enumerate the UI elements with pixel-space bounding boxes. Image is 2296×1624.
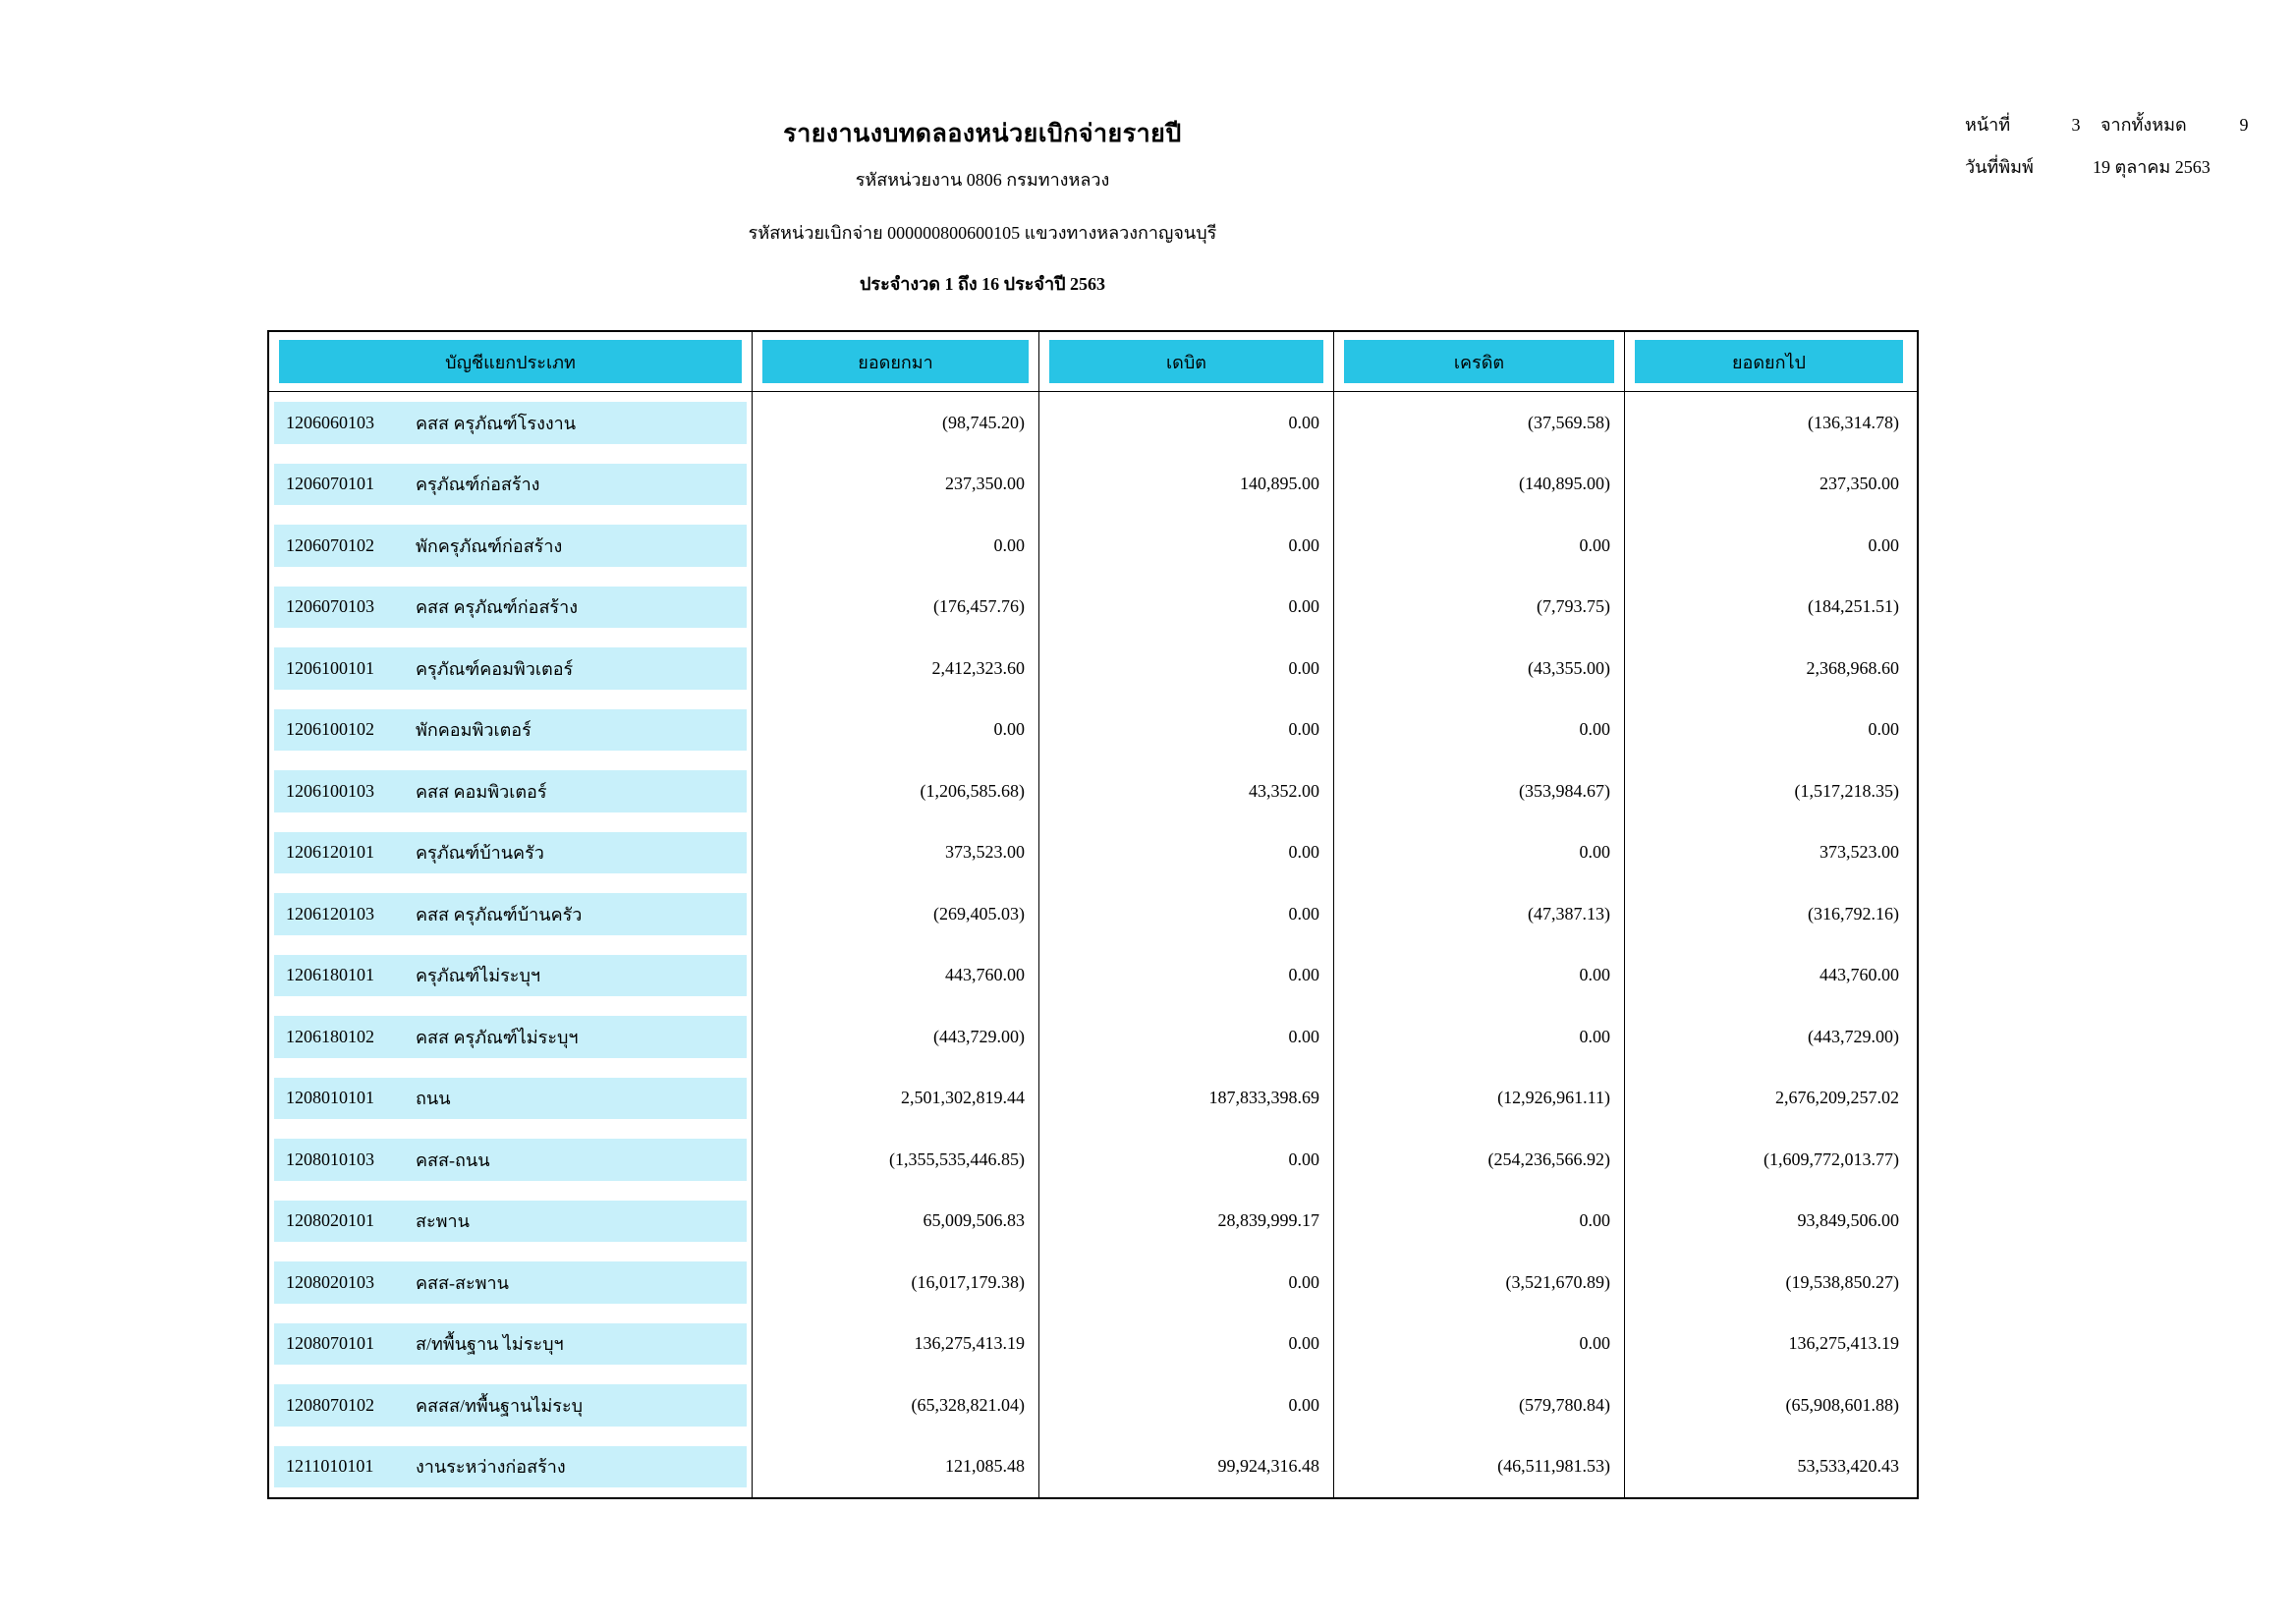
table-row [269, 1436, 1917, 1498]
total-pages: 9 [2239, 115, 2249, 135]
table-row [269, 883, 1917, 945]
account-cell [269, 577, 753, 639]
column-header-label: เครดิต [1344, 340, 1614, 383]
account-code: 1208010103 [286, 1148, 374, 1169]
closing-balance-amount: 0.00 [1868, 719, 1899, 740]
account-code: 1208070101 [286, 1333, 374, 1354]
page-number-label: หน้าที่ [1965, 115, 2011, 135]
opening-balance-amount: 65,009,506.83 [753, 1191, 1039, 1253]
closing-balance-amount: 2,676,209,257.02 [1775, 1088, 1899, 1108]
credit-amount: 0.00 [1334, 1006, 1625, 1068]
opening-balance-amount: (269,405.03) [753, 883, 1039, 945]
account-band [274, 1201, 747, 1243]
credit-amount: (353,984.67) [1334, 760, 1625, 822]
disbursement-unit-line: รหัสหน่วยเบิกจ่าย 000000800600105 แขวงทางหลวงกาญจนบุรี [748, 223, 1217, 243]
account-code: 1208010101 [286, 1088, 374, 1108]
account-cell [269, 1252, 753, 1314]
opening-balance-amount: (98,745.20) [753, 392, 1039, 454]
closing-balance-amount: 93,849,506.00 [1797, 1210, 1899, 1231]
account-code: 1208070102 [286, 1394, 374, 1415]
account-code: 1211010101 [286, 1456, 374, 1477]
account-name: สะพาน [416, 1211, 470, 1232]
table-row [269, 1068, 1917, 1130]
account-name: คสส ครุภัณฑ์ก่อสร้าง [416, 597, 578, 618]
account-name: งานระหว่างก่อสร้าง [416, 1457, 566, 1478]
table-row [269, 1191, 1917, 1253]
account-band [274, 1016, 747, 1058]
table-body [269, 392, 1917, 1497]
account-band [274, 464, 747, 506]
opening-balance-amount: 237,350.00 [753, 454, 1039, 516]
table-row [269, 1252, 1917, 1314]
account-band [274, 1323, 747, 1366]
account-cell [269, 945, 753, 1007]
account-code: 1206180101 [286, 965, 374, 985]
closing-balance-amount: 0.00 [1868, 534, 1899, 555]
opening-balance-amount: 2,412,323.60 [753, 638, 1039, 700]
debit-amount: 0.00 [1039, 822, 1334, 884]
account-code: 1206100103 [286, 780, 374, 801]
account-cell [269, 822, 753, 884]
column-header-label: ยอดยกมา [762, 340, 1029, 383]
column-header-label: บัญชีแยกประเภท [279, 340, 742, 383]
account-name: ครุภัณฑ์ก่อสร้าง [416, 475, 540, 495]
account-cell [269, 1006, 753, 1068]
debit-amount: 0.00 [1039, 700, 1334, 761]
debit-amount: 0.00 [1039, 1252, 1334, 1314]
closing-balance-amount: (19,538,850.27) [1785, 1271, 1899, 1292]
account-band [274, 587, 747, 629]
credit-amount: 0.00 [1334, 822, 1625, 884]
account-name: ครุภัณฑ์ไม่ระบุฯ [416, 966, 541, 986]
debit-amount: 0.00 [1039, 392, 1334, 454]
column-header-opening-balance [753, 332, 1039, 391]
account-cell [269, 515, 753, 577]
column-header-account [269, 332, 753, 391]
column-header-debit [1039, 332, 1334, 391]
account-code: 1206120103 [286, 903, 374, 924]
table-row [269, 822, 1917, 884]
account-cell [269, 638, 753, 700]
account-cell [269, 1314, 753, 1375]
opening-balance-amount: 121,085.48 [753, 1436, 1039, 1498]
account-name: คสส ครุภัณฑ์ไม่ระบุฯ [416, 1027, 579, 1047]
account-name: ครุภัณฑ์บ้านครัว [416, 843, 544, 864]
credit-amount: (47,387.13) [1334, 883, 1625, 945]
closing-balance-amount: 443,760.00 [1820, 965, 1899, 985]
total-pages-label: จากทั้งหมด [2100, 115, 2187, 135]
account-name: คสส-สะพาน [416, 1272, 509, 1293]
table-row [269, 700, 1917, 761]
credit-amount: (3,521,670.89) [1334, 1252, 1625, 1314]
debit-amount: 99,924,316.48 [1039, 1436, 1334, 1498]
print-date: 19 ตุลาคม 2563 [2093, 157, 2211, 177]
page-title: รายงานงบทดลองหน่วยเบิกจ่ายรายปี [783, 121, 1182, 147]
account-cell [269, 1129, 753, 1191]
table-row [269, 577, 1917, 639]
credit-amount: (254,236,566.92) [1334, 1129, 1625, 1191]
closing-balance-amount: 237,350.00 [1820, 474, 1899, 494]
account-band [274, 709, 747, 752]
account-band [274, 893, 747, 935]
account-cell [269, 760, 753, 822]
account-code: 1206100101 [286, 657, 374, 678]
column-header-credit [1334, 332, 1625, 391]
credit-amount: 0.00 [1334, 700, 1625, 761]
debit-amount: 0.00 [1039, 577, 1334, 639]
opening-balance-amount: (16,017,179.38) [753, 1252, 1039, 1314]
account-cell [269, 883, 753, 945]
print-date-label: วันที่พิมพ์ [1965, 157, 2034, 177]
debit-amount: 0.00 [1039, 1006, 1334, 1068]
account-name: คสส ครุภัณฑ์โรงงาน [416, 413, 577, 433]
column-header-label: เดบิต [1049, 340, 1323, 383]
account-code: 1206070103 [286, 596, 374, 617]
account-band [274, 1261, 747, 1304]
opening-balance-amount: 373,523.00 [753, 822, 1039, 884]
closing-balance-amount: (184,251.51) [1808, 596, 1899, 617]
page-number-row [1965, 110, 2279, 139]
account-band [274, 1078, 747, 1120]
table-row [269, 1129, 1917, 1191]
closing-balance-amount: (65,908,601.88) [1785, 1394, 1899, 1415]
credit-amount: (579,780.84) [1334, 1374, 1625, 1436]
table-row [269, 1314, 1917, 1375]
closing-balance-amount: (1,609,772,013.77) [1764, 1148, 1899, 1169]
opening-balance-amount: (65,328,821.04) [753, 1374, 1039, 1436]
agency-code-line: รหัสหน่วยงาน 0806 กรมทางหลวง [855, 170, 1110, 190]
opening-balance-amount: 136,275,413.19 [753, 1314, 1039, 1375]
credit-amount: (7,793.75) [1334, 577, 1625, 639]
debit-amount: 187,833,398.69 [1039, 1068, 1334, 1130]
account-cell [269, 700, 753, 761]
account-name: พักคอมพิวเตอร์ [416, 720, 532, 741]
debit-amount: 0.00 [1039, 1374, 1334, 1436]
closing-balance-amount: (316,792.16) [1808, 903, 1899, 924]
opening-balance-amount: (443,729.00) [753, 1006, 1039, 1068]
closing-balance-amount: 53,533,420.43 [1797, 1456, 1899, 1477]
account-cell [269, 1068, 753, 1130]
closing-balance-amount: 136,275,413.19 [1788, 1333, 1899, 1354]
column-header-closing-balance [1625, 332, 1913, 391]
page-number: 3 [2071, 115, 2081, 135]
account-band [274, 1384, 747, 1427]
account-cell [269, 1436, 753, 1498]
opening-balance-amount: 0.00 [753, 515, 1039, 577]
account-cell [269, 392, 753, 454]
account-band [274, 1446, 747, 1488]
account-code: 1208020101 [286, 1210, 374, 1231]
table-row [269, 945, 1917, 1007]
closing-balance-amount: (443,729.00) [1808, 1026, 1899, 1046]
account-band [274, 1139, 747, 1181]
opening-balance-amount: (1,206,585.68) [753, 760, 1039, 822]
account-band [274, 770, 747, 812]
credit-amount: 0.00 [1334, 515, 1625, 577]
page-info-block [1965, 110, 2279, 181]
account-name: ครุภัณฑ์คอมพิวเตอร์ [416, 658, 574, 679]
account-code: 1206180102 [286, 1026, 374, 1046]
debit-amount: 28,839,999.17 [1039, 1191, 1334, 1253]
debit-amount: 0.00 [1039, 883, 1334, 945]
account-band [274, 955, 747, 997]
debit-amount: 140,895.00 [1039, 454, 1334, 516]
debit-amount: 0.00 [1039, 515, 1334, 577]
closing-balance-amount: (1,517,218.35) [1794, 780, 1899, 801]
table-row [269, 1006, 1917, 1068]
account-name: ส/ทพื้นฐาน ไม่ระบุฯ [416, 1334, 564, 1355]
opening-balance-amount: 0.00 [753, 700, 1039, 761]
account-code: 1206070101 [286, 474, 374, 494]
debit-amount: 0.00 [1039, 1314, 1334, 1375]
table-row [269, 454, 1917, 516]
credit-amount: (37,569.58) [1334, 392, 1625, 454]
account-code: 1208020103 [286, 1271, 374, 1292]
credit-amount: 0.00 [1334, 1314, 1625, 1375]
account-code: 1206070102 [286, 534, 374, 555]
opening-balance-amount: 2,501,302,819.44 [753, 1068, 1039, 1130]
account-name: คสส ครุภัณฑ์บ้านครัว [416, 904, 583, 924]
account-name: พักครุภัณฑ์ก่อสร้าง [416, 535, 563, 556]
account-band [274, 525, 747, 567]
credit-amount: 0.00 [1334, 1191, 1625, 1253]
account-band [274, 647, 747, 690]
table-row [269, 392, 1917, 454]
account-band [274, 402, 747, 444]
account-code: 1206100102 [286, 719, 374, 740]
account-name: คสส คอมพิวเตอร์ [416, 781, 547, 802]
account-name: คสสส/ทพื้นฐานไม่ระบุ [416, 1395, 584, 1416]
credit-amount: (46,511,981.53) [1334, 1436, 1625, 1498]
debit-amount: 0.00 [1039, 945, 1334, 1007]
credit-amount: (43,355.00) [1334, 638, 1625, 700]
print-date-row [1965, 152, 2279, 181]
debit-amount: 0.00 [1039, 1129, 1334, 1191]
credit-amount: (12,926,961.11) [1334, 1068, 1625, 1130]
account-name: ถนน [416, 1089, 451, 1109]
account-cell [269, 454, 753, 516]
opening-balance-amount: (1,355,535,446.85) [753, 1129, 1039, 1191]
debit-amount: 43,352.00 [1039, 760, 1334, 822]
table-row [269, 638, 1917, 700]
table-row [269, 760, 1917, 822]
credit-amount: (140,895.00) [1334, 454, 1625, 516]
account-band [274, 832, 747, 874]
account-code: 1206120101 [286, 842, 374, 863]
period-line: ประจำงวด 1 ถึง 16 ประจำปี 2563 [859, 274, 1106, 294]
table-header-row [269, 332, 1917, 392]
column-header-label: ยอดยกไป [1635, 340, 1903, 383]
trial-balance-table [267, 330, 1919, 1499]
credit-amount: 0.00 [1334, 945, 1625, 1007]
closing-balance-amount: (136,314.78) [1808, 412, 1899, 432]
account-name: คสส-ถนน [416, 1149, 490, 1170]
opening-balance-amount: 443,760.00 [753, 945, 1039, 1007]
table-row [269, 1374, 1917, 1436]
table-row [269, 515, 1917, 577]
account-cell [269, 1374, 753, 1436]
debit-amount: 0.00 [1039, 638, 1334, 700]
opening-balance-amount: (176,457.76) [753, 577, 1039, 639]
closing-balance-amount: 373,523.00 [1820, 842, 1899, 863]
account-cell [269, 1191, 753, 1253]
closing-balance-amount: 2,368,968.60 [1806, 657, 1899, 678]
account-code: 1206060103 [286, 412, 374, 432]
